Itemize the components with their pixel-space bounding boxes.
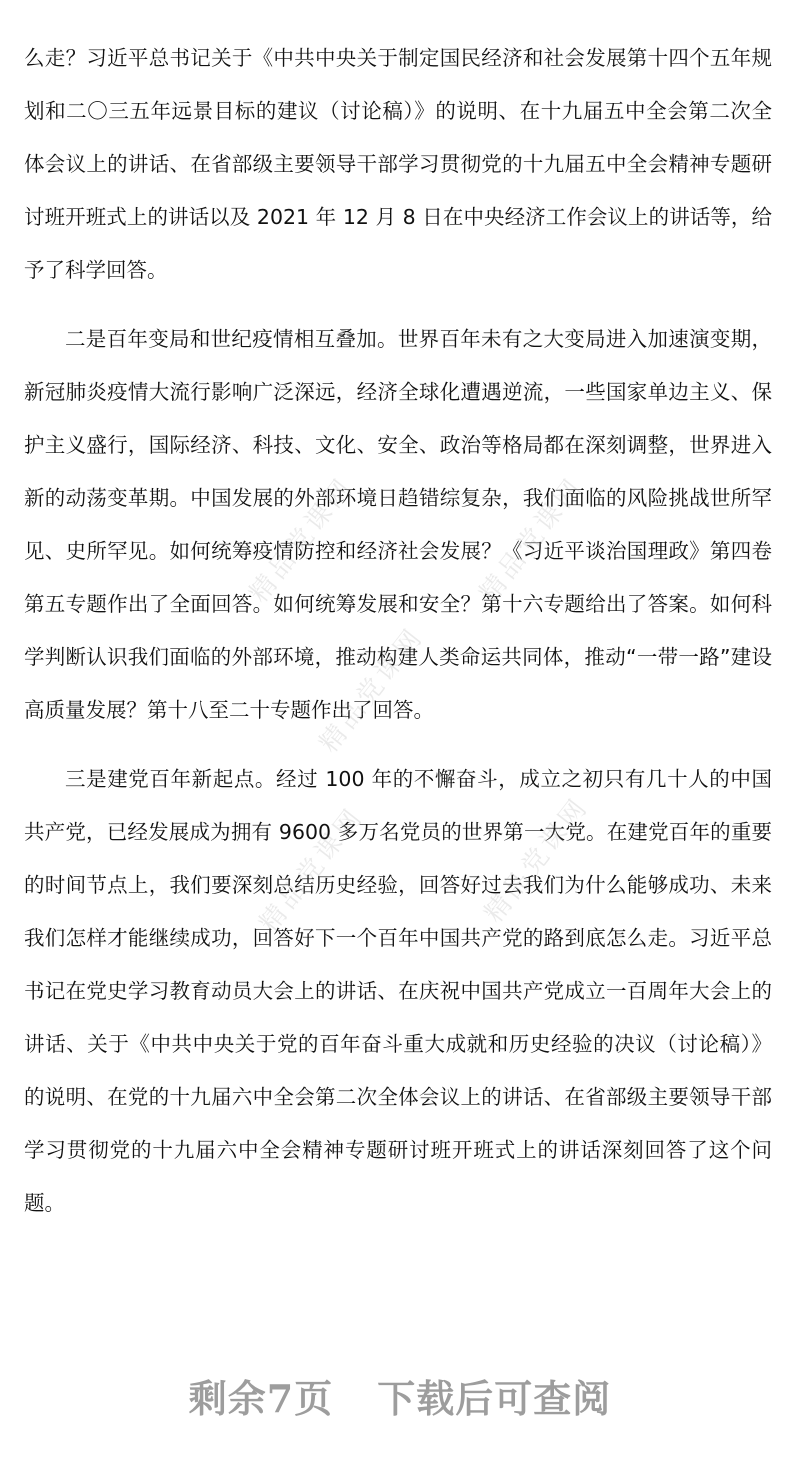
remaining-pages-label: 剩余7页 [188, 1376, 334, 1421]
paragraph-2: 二是百年变局和世纪疫情相互叠加。世界百年未有之大变局进入加速演变期，新冠肺炎疫情大流行影响广泛深远，经济全球化遭遇逆流，一些国家单边主义、保护主义盛行，国际经济、科技、文化、安全、政治等格局都在深刻调整，世界进入新的动荡变革期。中国发展的外部环境日趋错综复杂，我们面临的风险挑战世所罕见、史所罕见。如何统筹疫情防控和经济社会发展？《习近平谈治国理政》第四卷第五专题作出了全面回答。如何统筹发展和安全？第十六专题给出了答案。如何科学判断认识我们面临的外部环境，推动构建人类命运共同体，推动“一带一路”建设高质量发展？第十八至二十专题作出了回答。 [24, 327, 772, 722]
watermark-text: 精品党课网 [473, 471, 590, 609]
document-body [24, 32, 772, 1246]
watermark-text: 精品党课网 [243, 471, 360, 609]
watermark-text: 精品党课网 [478, 791, 595, 929]
download-prompt-banner[interactable] [0, 1368, 800, 1423]
paragraph-1: 么走？习近平总书记关于《中共中央关于制定国民经济和社会发展第十四个五年规划和二〇三五年远景目标的建议（讨论稿）》的说明、在十九届五中全会第二次全体会议上的讲话、在省部级主要领导干部学习贯彻党的十九届五中全会精神专题研讨班开班式上的讲话以及 2021 年 12 月 8 日在中央经济工作会议上的讲话等，给予了科学回答。 [24, 46, 772, 282]
watermark-text: 精品党课网 [313, 621, 430, 759]
paragraph-3: 三是建党百年新起点。经过 100 年的不懈奋斗，成立之初只有几十人的中国共产党，已经发展成为拥有 9600 多万名党员的世界第一大党。在建党百年的重要的时间节点上，我们要深刻总结历史经验，回答好过去我们为什么能够成功、未来我们怎样才能继续成功，回答好下一个百年中国共产党的路到底怎么走。习近平总书记在党史学习教育动员大会上的讲话、在庆祝中国共产党成立一百周年大会上的讲话、关于《中共中央关于党的百年奋斗重大成就和历史经验的决议（讨论稿）》的说明、在党的十九届六中全会第二次全体会议上的讲话、在省部级主要领导干部学习贯彻党的十九届六中全会精神专题研讨班开班式上的讲话深刻回答了这个问题。 [24, 767, 772, 1215]
watermark-text: 精品党课网 [253, 801, 370, 939]
download-hint-label: 下载后可查阅 [377, 1376, 612, 1421]
